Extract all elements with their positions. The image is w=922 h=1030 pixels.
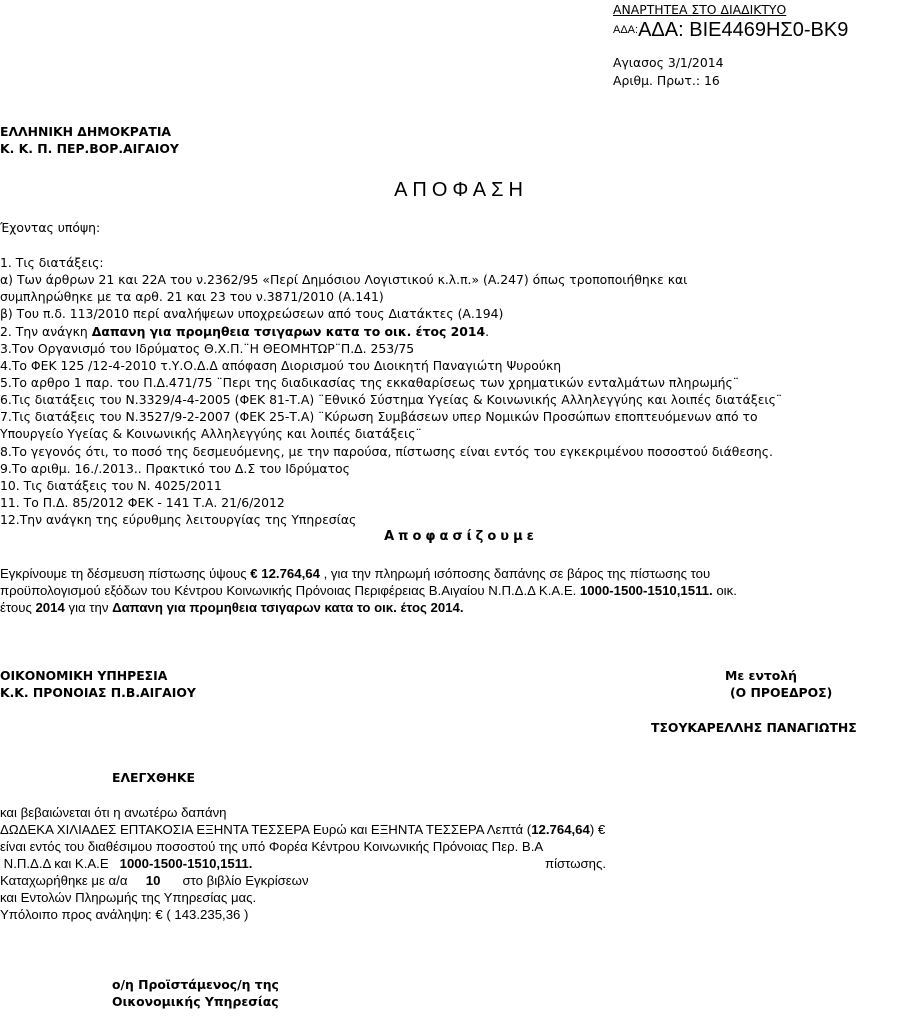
decision-text: Εγκρίνουμε τη δέσμευση πίστωσης ύψους xyxy=(0,566,251,581)
list-item xyxy=(0,323,782,340)
list-item: 6.Τις διατάξεις του Ν.3329/4-4-2005 (ΦΕΚ 81-Τ.Α) ¨Εθνικό Σύστημα Υγείας & Κοινωνικής Αλληλεγγύης και λοιπές διατάξεις¨ xyxy=(0,392,783,408)
decision-text: έτους xyxy=(0,600,36,615)
list-item: 3.Τον Οργανισμό του Ιδρύματος Θ.Χ.Π.¨Η ΘΕΟΜΗΤΩΡ¨Π.Δ. 253/75 xyxy=(0,340,415,356)
page-title: ΑΠΟΦΑΣΗ xyxy=(394,179,528,201)
welfare-center-label: Κ.Κ. ΠΡΟΝΟΙΑΣ Π.Β.ΑΙΓΑΙΟΥ xyxy=(0,685,196,700)
considering-label: Έχοντας υπόψη: xyxy=(0,220,101,235)
verification-text: ΔΩΔΕΚΑ ΧΙΛΙΑΔΕΣ ΕΠΤΑΚΟΣΙΑ ΕΞΗΝΤΑ ΤΕΣΣΕΡΑ Ευρώ και ΕΞΗΝΤΑ ΤΕΣΣΕΡΑ Λεπτά ( xyxy=(0,822,532,837)
remaining-balance: Υπόλοιπο προς ανάληψη: € ( 143.235,36 ) xyxy=(0,907,249,922)
issuer-line-1: ΕΛΛΗΝΙΚΗ ΔΗΜΟΚΡΑΤΙΑ xyxy=(0,124,172,139)
list-item: 10. Τις διατάξεις του Ν. 4025/2011 xyxy=(0,477,222,493)
list-item: συμπληρώθηκε με τα αρθ. 21 και 23 του ν.3871/2010 (Α.141) xyxy=(0,289,384,305)
ada-code: ΑΔΑ: ΒΙΕ4469ΗΣ0-ΒΚ9 xyxy=(638,19,849,41)
list-item: 11. Το Π.Δ. 85/2012 ΦΕΚ - 141 Τ.Α. 21/6/2012 xyxy=(0,494,285,510)
verification-line: και Εντολών Πληρωμής της Υπηρεσίας μας. xyxy=(0,890,257,905)
decision-amount: € 12.764,64 xyxy=(250,566,320,581)
head-of-finance-line-2: Οικονομικής Υπηρεσίας xyxy=(112,994,279,1009)
verification-line: και βεβαιώνεται ότι η ανωτέρω δαπάνη xyxy=(0,805,227,820)
president-label: (Ο ΠΡΟΕΔΡΟΣ) xyxy=(730,685,833,700)
decision-kae: 1000-1500-1510,1511. xyxy=(579,583,713,598)
decide-heading: Αποφασίζουμε xyxy=(384,529,538,544)
list-item: α) Των άρθρων 21 και 22Α του ν.2362/95 «Περί Δημόσιου Λογιστικού κ.λ.π.» (Α.247) όπως τροποποιήθηκε και xyxy=(0,272,688,288)
list-item: 8.Το γεγονός ότι, το ποσό της δεσμευόμενης, με την παρούσα, πίστωσης είναι εντός του εγκεκριμένου ποσοστού διάθεσης. xyxy=(0,443,773,459)
verification-block xyxy=(0,804,605,923)
verification-text: Ν.Π.Δ.Δ και Κ.Α.Ε xyxy=(0,856,120,871)
protocol-number: Αριθμ. Πρωτ.: 16 xyxy=(613,73,720,88)
decision-year: 2014 xyxy=(35,600,65,615)
decision-subject: Δαπανη για προμηθεια τσιγαρων κατα το οικ. έτος 2014. xyxy=(112,600,464,615)
signatory-name: ΤΣΟΥΚΑΡΕΛΛΗΣ ΠΑΝΑΓΙΩΤΗΣ xyxy=(651,720,857,735)
list-item: β) Του π.δ. 113/2010 περί αναλήψεων υποχρεώσεων από τους Διατάκτες (Α.194) xyxy=(0,306,504,322)
verification-line xyxy=(0,855,605,872)
issuer-line-2: Κ. Κ. Π. ΠΕΡ.ΒΟΡ.ΑΙΓΑΙΟΥ xyxy=(0,141,179,156)
list-item: 1. Τις διατάξεις: xyxy=(0,255,104,270)
list-item: 9.Το αριθμ. 16./.2013.. Πρακτικό του Δ.Σ του Ιδρύματος xyxy=(0,460,350,476)
finance-service-label: ΟΙΚΟΝΟΜΙΚΗ ΥΠΗΡΕΣΙΑ xyxy=(0,668,168,683)
verification-line xyxy=(0,821,605,838)
verification-line: είναι εντός του διαθέσιμου ποσοστού της υπό Φορέα Κέντρου Κοινωνικής Πρόνοιας Περ. Β.Α xyxy=(0,839,544,854)
list-item: 5.Το αρθρο 1 παρ. του Π.Δ.471/75 ¨Περι της διαδικασίας της εκκαθαρίσεως των χρηματικών ενταλμάτων πληρωμής¨ xyxy=(0,374,739,390)
list-item: 4.Το ΦΕΚ 125 /12-4-2010 τ.Υ.Ο.Δ.Δ απόφαση Διορισμού του Διοικητή Παναγιώτη Ψυρούκη xyxy=(0,357,562,373)
list-item: 7.Τις διατάξεις του Ν.3527/9-2-2007 (ΦΕΚ 25-Τ.Α) ¨Κύρωση Συμβάσεων υπερ Νομικών Προσώπων εποπτευόμενων από το xyxy=(0,409,758,425)
list-item-text: 2. Την ανάγκη xyxy=(0,323,92,339)
list-item: Υπουργείο Υγείας & Κοινωνικής Αλληλεγγύης και λοιπές διατάξεις¨ xyxy=(0,426,422,442)
decision-text: οικ. xyxy=(712,583,737,598)
verification-line xyxy=(0,872,605,889)
post-notice: ΑΝΑΡΤΗΤΕΑ ΣΤΟ ΔΙΑΔΙΚΤΥΟ xyxy=(613,2,787,17)
list-item-bold: Δαπανη για προμηθεια τσιγαρων κατα το οικ. έτος 2014 xyxy=(91,323,486,339)
by-order-label: Με εντολή xyxy=(725,668,797,683)
verification-text: πίστωσης. xyxy=(545,856,606,871)
ada-line xyxy=(613,18,848,44)
provisions-list xyxy=(0,254,782,528)
verification-text: ) € xyxy=(589,822,606,837)
place-date: Αγιασος 3/1/2014 xyxy=(613,55,724,70)
decision-text: προϋπολογισμού εξόδων του Κέντρου Κοινωνικής Πρόνοιας Περιφέρειας Β.Αιγαίου Ν.Π.Δ.Δ Κ.Α.Ε. xyxy=(0,583,580,598)
decision-paragraph xyxy=(0,565,737,616)
decision-text: για την xyxy=(64,600,113,615)
registry-number: 10 xyxy=(145,873,161,888)
verified-heading: ΕΛΕΓΧΘΗΚΕ xyxy=(112,770,195,785)
ada-prefix: ΑΔΑ: xyxy=(613,24,639,36)
list-item: 12.Την ανάγκη της εύρυθμης λειτουργίας της Υπηρεσίας xyxy=(0,512,357,528)
verification-kae: 1000-1500-1510,1511. xyxy=(119,856,253,871)
decision-text: , για την πληρωμή ισόποσης δαπάνης σε βάρος της πίστωσης του xyxy=(319,566,711,581)
verification-text: Καταχωρήθηκε με α/α xyxy=(0,873,146,888)
list-item-text: . xyxy=(485,323,490,339)
verification-text: στο βιβλίο Εγκρίσεων xyxy=(160,873,309,888)
head-of-finance-line-1: ο/η Προϊστάμενος/η της xyxy=(112,977,279,992)
verification-amount: 12.764,64 xyxy=(531,822,590,837)
